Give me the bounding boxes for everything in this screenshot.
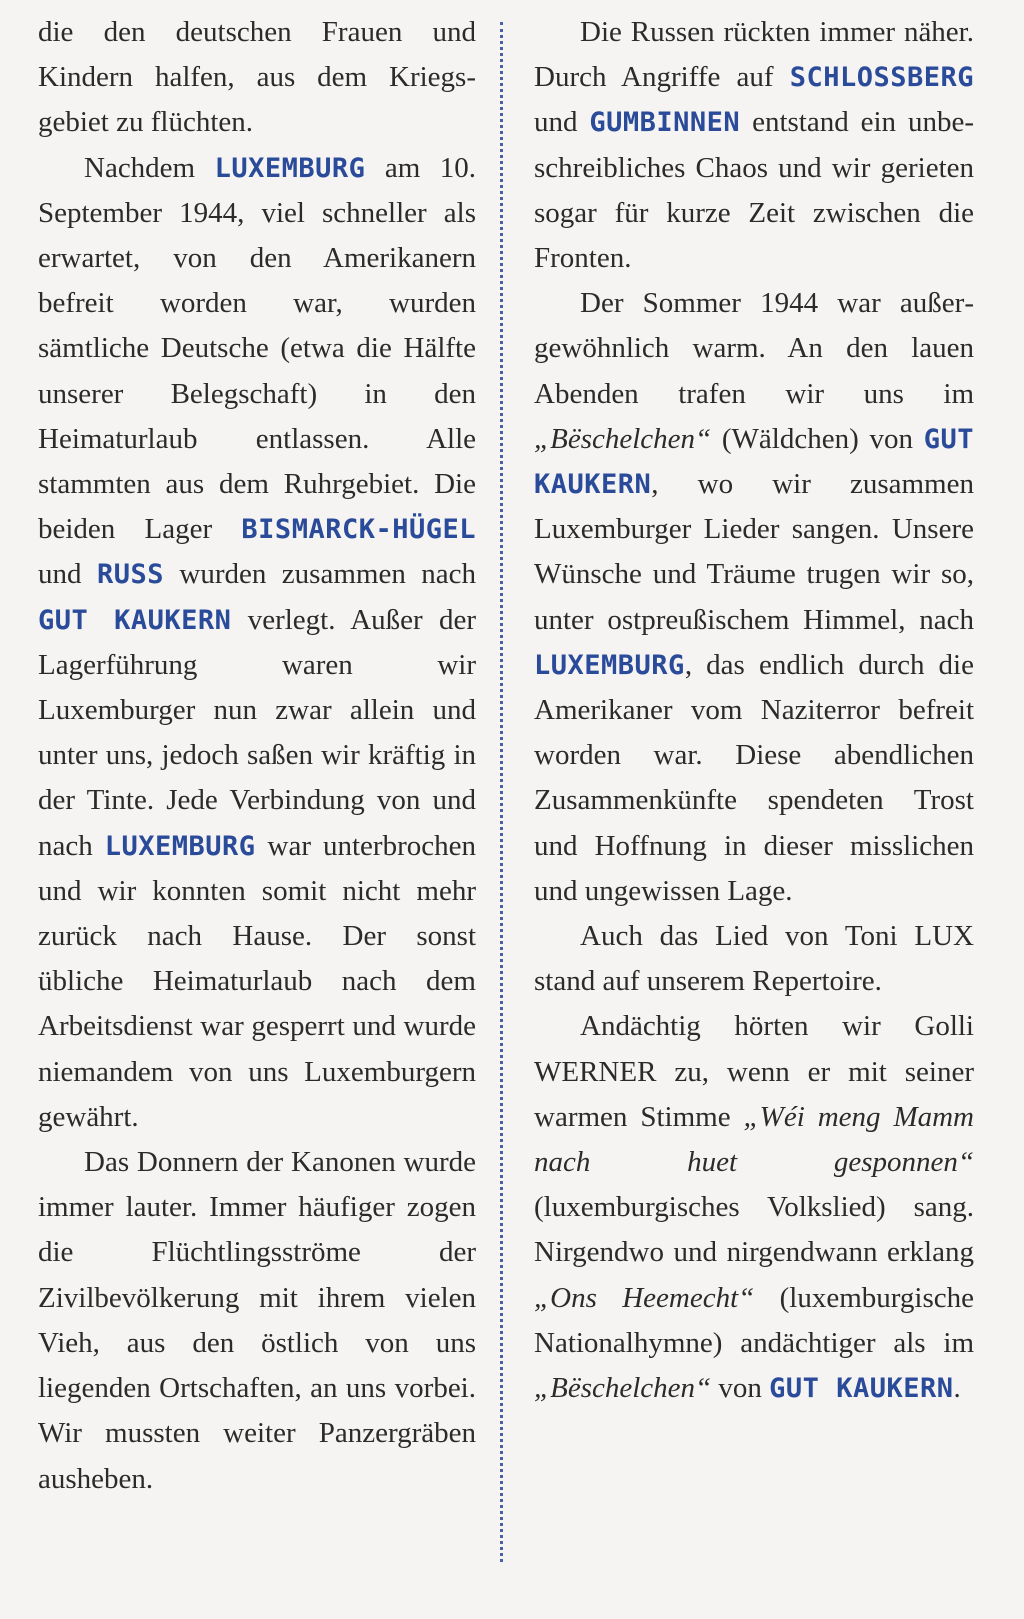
- place-name: SCHLOSSBERG: [789, 62, 974, 94]
- italic-quote: „Bëschelchen“: [534, 422, 712, 455]
- italic-quote: „Wéi meng Mamm nach huet gesponnen“: [534, 1100, 974, 1179]
- paragraph: die den deutschen Frauen und Kindern halfen, aus dem Kriegsgebiet zu flüchten.: [38, 16, 476, 139]
- place-name: LUXEMBURG: [104, 830, 256, 862]
- paragraph: Nachdem LUXEMBURG am 10. September 1944, viel schneller als erwartet, von den Amerikanern befreit worden war, wurden sämtliche Deutsche (etwa die Hälfte unserer Belegschaft) in den Heimaturlaub entlassen. Alle stammten aus dem Ruhrgebiet. Die beiden Lager BISMARCK-HÜGEL und RUSS wurden zusammen nach GUT KAUKERN verlegt. Außer der Lagerführung waren wir Luxemburger nun zwar allein und unter uns, jedoch saßen wir kräftig in der Tinte. Jede Verbindung von und nach LUXEMBURG war unterbrochen und wir konnten somit nicht mehr zurück nach Hause. Der sonst übliche Heimaturlaub nach dem Arbeitsdienst war gesperrt und wurde niemandem von uns Luxemburgern gewährt.: [38, 151, 477, 1133]
- place-name: RUSS: [96, 559, 164, 591]
- paragraph: Der Sommer 1944 war außergewöhnlich warm. An den lauen Abenden trafen wir uns im „Bëschelchen“ (Wäldchen) von GUT KAUKERN, wo wir zusammen Luxemburger Lieder sangen. Unsere Wünsche und Träume trugen wir so, unter ostpreußischem Himmel, nach LUXEMBURG, das endlich durch die Amerikaner vom Naziterror befreit worden war. Diese abendlichen Zusammenkünfte spendeten Trost und Hoffnung in dieser misslichen und ungewissen Lage.: [534, 287, 974, 907]
- place-name: GUMBINNEN: [589, 107, 741, 139]
- place-name: BISMARCK-HÜGEL: [241, 514, 476, 546]
- italic-quote: „Ons Heemecht“: [534, 1281, 755, 1314]
- paragraph: Das Donnern der Kanonen wurde immer lauter. Immer häufiger zogen die Flüchtlingsströme der Zivilbevölkerung mit ihrem vielen Vieh, aus den östlich von uns liegenden Ortschaften, an uns vorbei. Wir mussten weiter Panzergräben ausheben.: [38, 1146, 476, 1495]
- column-divider: [500, 22, 503, 1562]
- paragraph: Die Russen rückten immer näher. Durch Angriffe auf SCHLOSSBERG und GUMBINNEN entstand ein unbeschreibliches Chaos und wir gerieten sogar für kurze Zeit zwischen die Fronten.: [534, 16, 974, 275]
- place-name: LUXEMBURG: [534, 649, 685, 681]
- place-name: GUT KAUKERN: [769, 1373, 954, 1405]
- italic-quote: „Bëschelchen“: [534, 1372, 712, 1405]
- right-column: [534, 10, 974, 1411]
- paragraph: Andächtig hörten wir Golli WERNER zu, wenn er mit seiner warmen Stimme „Wéi meng Mamm nach huet gesponnen“ (luxemburgisches Volkslied) sang. Nirgendwo und nirgendwann erklang „Ons Heemecht“ (luxemburgische Nationalhymne) andächtiger als im „Bëschelchen“ von GUT KAUKERN.: [534, 1010, 974, 1405]
- place-name: GUT KAUKERN: [38, 604, 232, 636]
- place-name: GUT KAUKERN: [534, 423, 974, 501]
- paragraph: Auch das Lied von Toni LUX stand auf unserem Repertoire.: [534, 920, 974, 998]
- place-name: LUXEMBURG: [214, 152, 366, 184]
- left-column: [38, 10, 476, 1502]
